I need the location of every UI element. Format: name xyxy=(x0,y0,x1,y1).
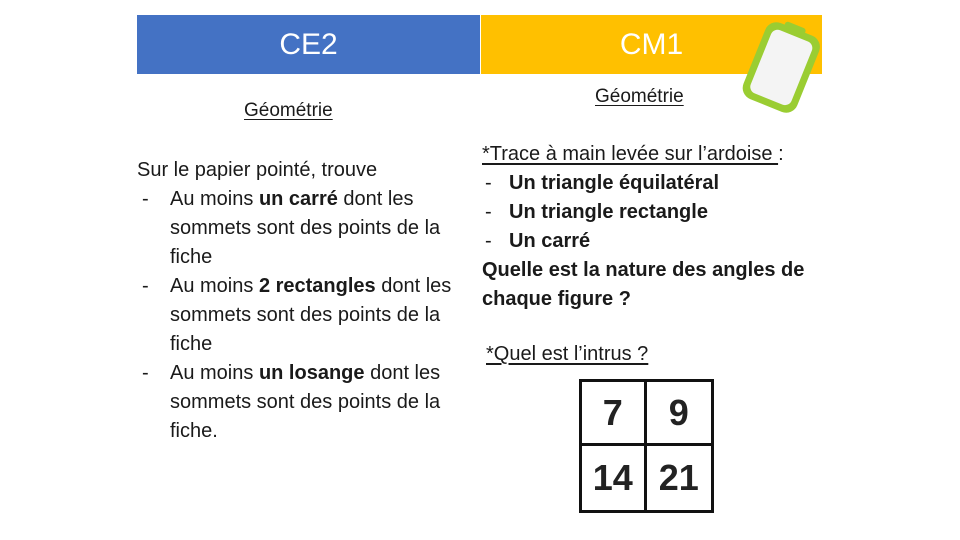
number-grid xyxy=(579,379,714,513)
cm1-instruction-text: *Trace à main levée sur l’ardoise xyxy=(482,143,779,165)
ce2-task-list xyxy=(137,185,467,446)
ce2-task-shape: un losange xyxy=(258,362,365,384)
intrus-question: *Quel est l’intrus ? xyxy=(486,343,649,365)
grid-cell: 9 xyxy=(647,382,712,446)
ce2-header xyxy=(137,15,480,74)
cm1-instruction-colon: : xyxy=(778,143,784,165)
cm1-shape-list xyxy=(482,169,822,256)
ce2-task-text: Au moins xyxy=(170,362,259,384)
slate-icon xyxy=(730,18,830,118)
ce2-task-text: dont les sommets sont des points de la fiche xyxy=(170,188,441,268)
grid-cell: 14 xyxy=(582,446,647,510)
cm1-header-label: CM1 xyxy=(619,27,684,61)
cm1-instruction xyxy=(482,140,822,169)
cm1-instructions xyxy=(482,140,822,314)
cm1-shape-item: - Un triangle rectangle xyxy=(482,198,822,227)
cm1-shape-item: - Un carré xyxy=(482,227,822,256)
ce2-task-text: dont les sommets sont des points de la fiche. xyxy=(170,362,441,442)
ce2-task-text: Au moins xyxy=(170,275,259,297)
ce2-task-item xyxy=(137,359,467,446)
ce2-task-item xyxy=(137,185,467,272)
ce2-subtitle: Géométrie xyxy=(244,100,333,121)
ce2-task-shape: un carré xyxy=(258,188,338,210)
ce2-instructions xyxy=(137,156,467,446)
ce2-task-text: dont les sommets sont des points de la fiche xyxy=(170,275,452,355)
ce2-task-item xyxy=(137,272,467,359)
cm1-subtitle: Géométrie xyxy=(595,86,684,107)
grid-cell: 21 xyxy=(658,457,699,498)
ce2-header-label: CE2 xyxy=(279,27,338,61)
cm1-angle-question: Quelle est la nature des angles de chaque figure ? xyxy=(482,259,805,310)
cm1-shape-item: - Un triangle équilatéral xyxy=(482,169,822,198)
grid-cell: 7 xyxy=(582,382,647,446)
ce2-task-shape: 2 rectangles xyxy=(258,275,376,297)
ce2-intro: Sur le papier pointé, trouve xyxy=(137,159,378,181)
ce2-task-text: Au moins xyxy=(170,188,259,210)
